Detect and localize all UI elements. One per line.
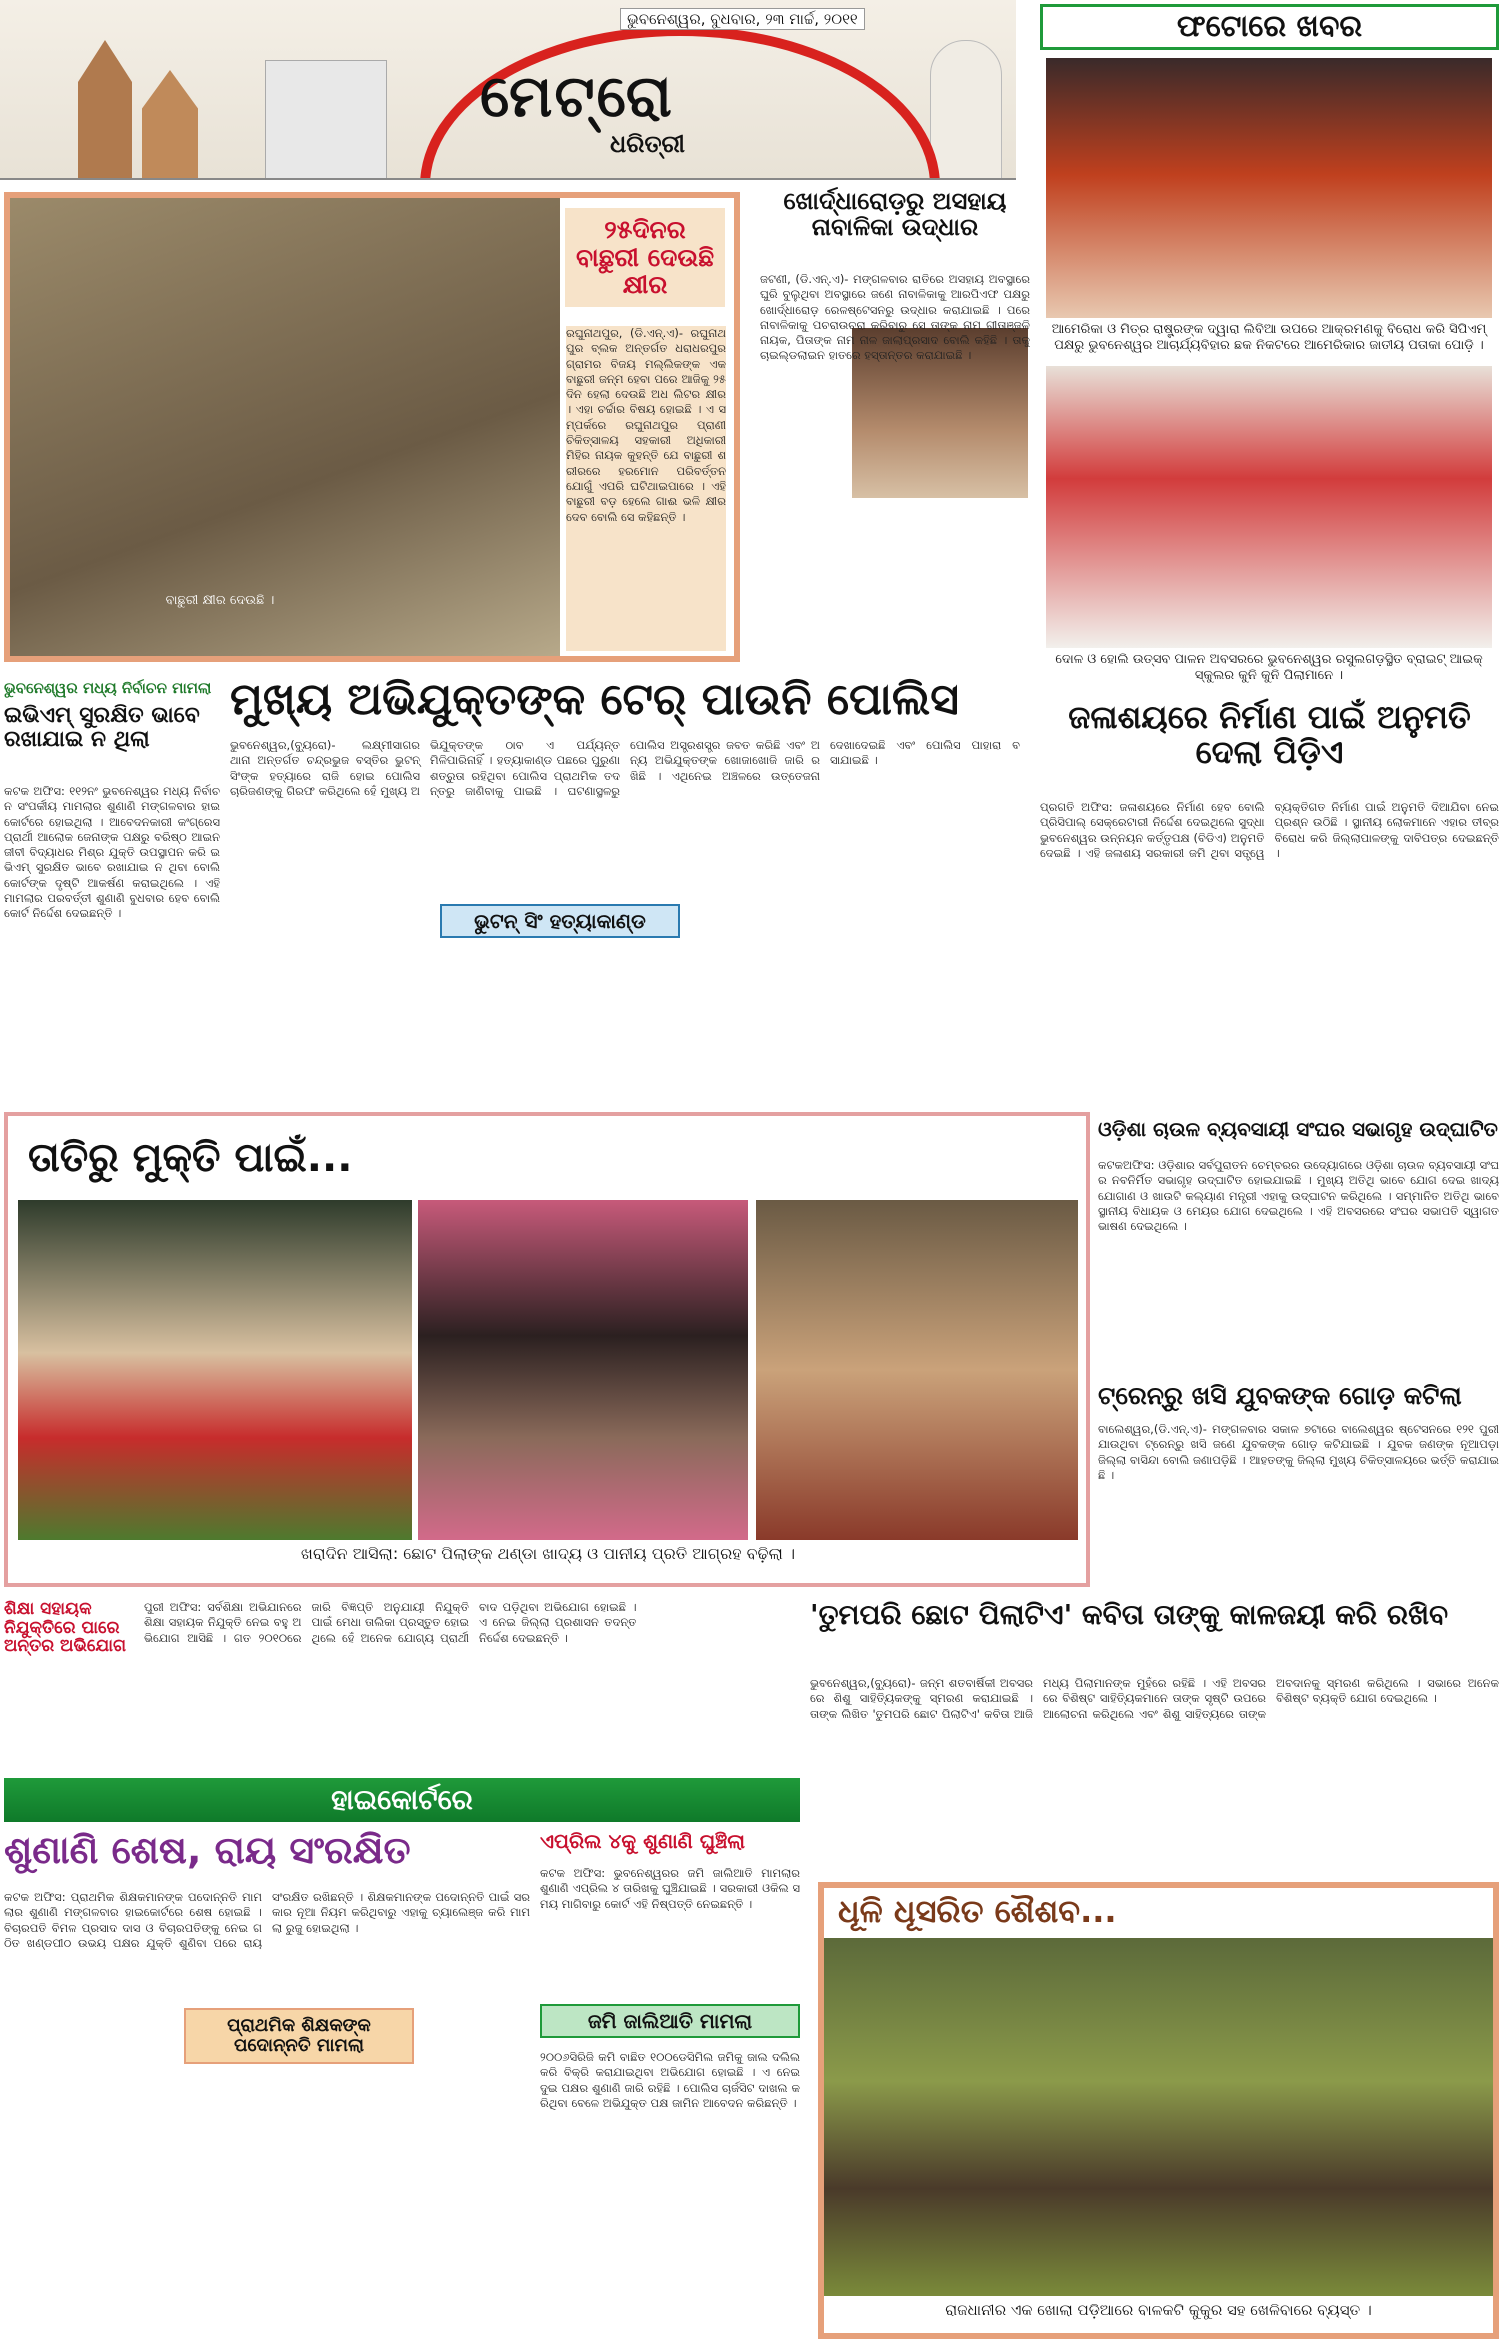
temple-illustration — [60, 40, 150, 180]
thirst-feature — [4, 1112, 1090, 1587]
reservoir-story — [1040, 700, 1499, 1130]
building-illustration — [265, 60, 387, 180]
teacher-story — [4, 1600, 804, 1770]
brand-title: ମେଟ୍ରୋ — [480, 62, 674, 130]
dust-caption: ରାଜଧାନୀର ଏକ ଖୋଲା ପଡ଼ିଆରେ ବାଳକଟି କୁକୁର ସହ ଖେଳିବାରେ ବ୍ୟସ୍ତ । — [945, 2301, 1372, 2319]
highcourt-story2-headline: ଏପ୍ରିଲ ୪କୁ ଶୁଣାଣି ଘୁଞ୍ଚିଲା — [540, 1829, 746, 1853]
girl-rescue-headline: ଖୋର୍ଦ୍ଧାରୋଡ଼ରୁ ଅସହାୟ ନାବାଳିକା ଉଦ୍ଧାର — [783, 187, 1007, 242]
rice-body: କଟକଅଫିସ: ଓଡ଼ିଶାର ସର୍ବପୁରାତନ ଚେମ୍ବରର ଉଦ୍ୟୋଗରେ ଓଡ଼ିଶା ଚାଉଳ ବ୍ୟବସାୟୀ ସଂଘର ନବନିର୍ମିତ ସଭାଗୃହ ଉଦ୍‌ଘାଟିତ ହୋଇଯାଇଛି । ମୁଖ୍ୟ ଅତିଥି ଭାବେ ଯୋଗ ଦେଇ ଖାଦ୍ୟ ଯୋଗାଣ ଓ ଖାଉଟି କଲ୍ୟାଣ ମନ୍ତ୍ରୀ ଏହାକୁ ଉଦ୍‌ଘାଟନ କରିଥିଲେ । ସମ୍ମାନିତ ଅତିଥି ଭାବେ ସ୍ଥାନୀୟ ବିଧାୟକ ଓ ମେୟର ଯୋଗ ଦେଇଥିଲେ । ଏହି ଅବସରରେ ସଂଘର ସଭାପତି ସ୍ୱାଗତ ଭାଷଣ ଦେଇଥିଲେ । — [1098, 1158, 1499, 1234]
kids-holi-photo — [1046, 366, 1492, 648]
protest-caption: ଆମେରିକା ଓ ମିତ୍ର ରାଷ୍ଟ୍ରଙ୍କ ଦ୍ୱାରା ଲିବିଆ ଉପରେ ଆକ୍ରମଣକୁ ବିରୋଧ କରି ସିପିଏମ୍ ପକ୍ଷରୁ ଭୁବନେଶ୍ୱର ଆଚାର୍ଯ୍ୟବିହାର ଛକ ନିକଟରେ ଆମେରିକାର ଜାତୀୟ ପତାକା ପୋଡ଼ି । — [1051, 322, 1487, 353]
ivm-headline: ଇଭିଏମ୍ ସୁରକ୍ଷିତ ଭାବେ ରଖାଯାଇ ନ ଥିଲା — [4, 703, 200, 753]
ivm-kicker: ଭୁବନେଶ୍ୱର ମଧ୍ୟ ନିର୍ବାଚନ ମାମଲା — [4, 680, 220, 697]
protest-photo — [1046, 58, 1492, 318]
thirst-headline: ତାତିରୁ ମୁକ୍ତି ପାଇଁ... — [28, 1135, 353, 1181]
rice-headline: ଓଡ଼ିଶା ଚାଉଳ ବ୍ୟବସାୟୀ ସଂଘର ସଭାଗୃହ ଉଦ୍‌ଘାଟିତ — [1098, 1117, 1498, 1141]
main-body: ଭୁବନେଶ୍ୱର,(ବ୍ୟୁରୋ)- ଲକ୍ଷ୍ମୀସାଗର ଥାନା ଅନ୍ତର୍ଗତ ଚନ୍ଦ୍ରଭୁଜ ବସ୍ତିର ଭୁଟନ୍ ସିଂଙ୍କ ହତ୍ୟାରେ ରାଜି ହୋଇ ପୋଲିସ ଚାରିଜଣଙ୍କୁ ଗିରଫ କରିଥିଲେ ହେଁ ମୁଖ୍ୟ ଅଭିଯୁକ୍ତଙ୍କ ଠାବ ଏ ପର୍ଯ୍ୟନ୍ତ ମିଳିପାରିନାହିଁ । ହତ୍ୟାକାଣ୍ଡ ପଛରେ ପୁରୁଣା ଶତ୍ରୁତା ରହିଥିବା ପୋଲିସ ପ୍ରାଥମିକ ତଦନ୍ତରୁ ଜାଣିବାକୁ ପାଇଛି । ଘଟଣାସ୍ଥଳରୁ ପୋଲିସ ଅସ୍ତ୍ରଶସ୍ତ୍ର ଜବତ କରିଛି ଏବଂ ଅନ୍ୟ ଅଭିଯୁକ୍ତଙ୍କ ଖୋଜାଖୋଜି ଜାରି ରଖିଛି । ଏଥିନେଇ ଅଞ୍ଚଳରେ ଉତ୍ତେଜନା ଦେଖାଦେଇଛି ଏବଂ ପୋଲିସ ପାହାରା ବସାଯାଇଛି । — [230, 738, 1020, 798]
calf-story — [4, 192, 740, 662]
dust-photo — [824, 1938, 1493, 2296]
calf-photo — [10, 198, 560, 656]
calf-photo-caption: ବାଛୁରୀ କ୍ଷୀର ଦେଉଛି । — [165, 593, 275, 608]
photo-news-header — [1040, 4, 1499, 50]
photo-news-section — [1040, 0, 1499, 690]
teacher-kicker: ଶିକ୍ଷା ସହାୟକ ନିଯୁକ୍ତିରେ ପାରେ ଅନ୍ତର ଅଭିଯୋଗ — [4, 1599, 127, 1657]
calf-body: ରଘୁନାଥପୁର, (ଡି.ଏନ୍.ଏ)- ରଘୁନାଥପୁର ବ୍ଲକ ଅନ୍ତର୍ଗତ ଧରାଧରପୁର ଗ୍ରାମର ବିଜୟ ମଲ୍ଲିକଙ୍କ ଏକ ବାଛୁରୀ ଜନ୍ମ ହେବା ପରେ ଆଜିକୁ ୨୫ ଦିନ ହେଲା ଦେଉଛି ଅଧ ଲିଟର କ୍ଷୀର । ଏହା ଚର୍ଚ୍ଚାର ବିଷୟ ହୋଇଛି । ଏ ସମ୍ପର୍କରେ ରଘୁନାଥପୁର ପ୍ରାଣୀ ଚିକିତ୍ସାଳୟ ସହକାରୀ ଅଧିକାରୀ ମିହିର ନାୟକ କୁହନ୍ତି ଯେ ବାଛୁରୀ ଶରୀରରେ ହରମୋନ ପରିବର୍ତ୍ତନ ଯୋଗୁଁ ଏପରି ଘଟିଥାଇପାରେ । ଏହି ବାଛୁରୀ ବଡ଼ ହେଲେ ଗାଈ ଭଳି କ୍ଷୀର ଦେବ ବୋଲି ସେ କହିଛନ୍ତି । — [566, 326, 726, 651]
highcourt-story1-body: କଟକ ଅଫିସ: ପ୍ରାଥମିକ ଶିକ୍ଷକମାନଙ୍କ ପଦୋନ୍ନତି ମାମଲାର ଶୁଣାଣି ମଙ୍ଗଳବାର ହାଇକୋର୍ଟରେ ଶେଷ ହୋଇଛି । ବିଚାରପତି ବିମଳ ପ୍ରସାଦ ଦାସ ଓ ବିଚାରପତିଙ୍କୁ ନେଇ ଗଠିତ ଖଣ୍ଡପୀଠ ଉଭୟ ପକ୍ଷର ଯୁକ୍ତି ଶୁଣିବା ପରେ ରାୟ ସଂରକ୍ଷିତ ରଖିଛନ୍ତି । ଶିକ୍ଷକମାନଙ୍କ ପଦୋନ୍ନତି ପାଇଁ ସରକାର ନୂଆ ନିୟମ କରିଥିବାରୁ ଏହାକୁ ଚ୍ୟାଲେଞ୍ଜ କରି ମାମଲା ରୁଜୁ ହୋଇଥିଲା । — [4, 1890, 530, 1950]
highcourt-banner — [4, 1778, 800, 1822]
main-headline: ମୁଖ୍ୟ ଅଭିଯୁକ୍ତଙ୍କ ଟେର୍ ପାଉନି ପୋଲିସ — [230, 674, 959, 725]
ivm-body: କଟକ ଅଫିସ: ୧୧୨ନଂ ଭୁବନେଶ୍ୱର ମଧ୍ୟ ନିର୍ବାଚନ ସଂପର୍କୀୟ ମାମଲାର ଶୁଣାଣି ମଙ୍ଗଳବାର ହାଇକୋର୍ଟରେ ହୋଇଥିଲା । ଆବେଦନକାରୀ କଂଗ୍ରେସ ପ୍ରାର୍ଥୀ ଆଲୋକ ଜେନାଙ୍କ ପକ୍ଷରୁ ବରିଷ୍ଠ ଆଇନଜୀବୀ ବିଦ୍ୟାଧର ମିଶ୍ର ଯୁକ୍ତି ଉପସ୍ଥାପନ କରି ଇଭିଏମ୍ ସୁରକ୍ଷିତ ଭାବେ ରଖାଯାଇ ନ ଥିବା ବୋଲି କୋର୍ଟଙ୍କ ଦୃଷ୍ଟି ଆକର୍ଷଣ କରାଇଥିଲେ । ଏହି ମାମଲାର ପରବର୍ତ୍ତୀ ଶୁଣାଣି ବୁଧବାର ହେବ ବୋଲି କୋର୍ଟ ନିର୍ଦ୍ଦେଶ ଦେଇଛନ୍ତି । — [4, 784, 220, 921]
masthead — [0, 0, 1016, 180]
train-body: ବାଲେଶ୍ୱର,(ଡି.ଏନ୍.ଏ)- ମଙ୍ଗଳବାର ସକାଳ ୭ଟାରେ ବାଲେଶ୍ୱର ଷ୍ଟେସନରେ ୧୨୧ ପୁରୀ ଯାଉଥିବା ଟ୍ରେନ୍‌ରୁ ଖସି ଜଣେ ଯୁବକଙ୍କ ଗୋଡ଼ କଟିଯାଇଛି । ଯୁବକ ଜଣଙ୍କ ନୂଆପଡ଼ା ଜିଲ୍ଲା ବାସିନ୍ଦା ବୋଲି ଜଣାପଡ଼ିଛି । ଆହତଙ୍କୁ ଜିଲ୍ଲା ମୁଖ୍ୟ ଚିକିତ୍ସାଳୟରେ ଭର୍ତ୍ତି କରାଯାଇଛି । — [1098, 1422, 1499, 1482]
highcourt-story1-headline: ଶୁଣାଣି ଶେଷ, ରାୟ ସଂରକ୍ଷିତ — [4, 1828, 411, 1872]
reservoir-body: ପ୍ରଗତି ଅଫିସ: ଜଳାଶୟରେ ନିର୍ମାଣ ହେବ ବୋଲି ପ୍ରିସିପାଲ୍ ସେକ୍ରେଟାରୀ ନିର୍ଦ୍ଦେଶ ଦେଇଥିଲେ ସୁଦ୍ଧା ଭୁବନେଶ୍ୱର ଉନ୍ନୟନ କର୍ତ୍ତୃପକ୍ଷ (ବିଡିଏ) ଅନୁମତି ଦେଇଛି । ଏହି ଜଳାଶୟ ସରକାରୀ ଜମି ଥିବା ସତ୍ତ୍ୱେ ବ୍ୟକ୍ତିଗତ ନିର୍ମାଣ ପାଇଁ ଅନୁମତି ଦିଆଯିବା ନେଇ ପ୍ରଶ୍ନ ଉଠିଛି । ସ୍ଥାନୀୟ ଲୋକମାନେ ଏହାର ତୀବ୍ର ବିରୋଧ କରି ଜିଲ୍ଲାପାଳଙ୍କୁ ଦାବିପତ୍ର ଦେଇଛନ୍ତି । — [1040, 800, 1499, 860]
thirst-caption: ଖରାଦିନ ଆସିଲା: ଛୋଟ ପିଲାଙ୍କ ଥଣ୍ଡା ଖାଦ୍ୟ ଓ ପାନୀୟ ପ୍ରତି ଆଗ୍ରହ ବଢ଼ିଲା । — [300, 1544, 796, 1563]
train-headline: ଟ୍ରେନ୍‌ରୁ ଖସି ଯୁବକଙ୍କ ଗୋଡ଼ କଟିଲା — [1098, 1381, 1462, 1410]
dust-feature — [818, 1882, 1499, 2339]
highcourt-story3-subhead: ଜମି ଜାଲିଆତି ମାମଲା — [540, 2004, 800, 2038]
baby-photo — [756, 1200, 1078, 1540]
poem-headline: 'ତୁମପରି ଛୋଟ ପିଲାଟିଏ' କବିତା ତାଙ୍କୁ କାଳଜୟୀ କରି ରଖିବ — [810, 1598, 1449, 1631]
poem-story — [810, 1600, 1499, 1880]
teacher-body: ପୁରୀ ଅଫିସ: ସର୍ବଶିକ୍ଷା ଅଭିଯାନରେ ଶିକ୍ଷା ସହାୟକ ନିଯୁକ୍ତି ନେଇ ବହୁ ଅଭିଯୋଗ ଆସିଛି । ଗତ ୨୦୧୦ରେ ଜାରି ବିଜ୍ଞପ୍ତି ଅନୁଯାୟୀ ନିଯୁକ୍ତି ପାଇଁ ମେଧା ତାଲିକା ପ୍ରସ୍ତୁତ ହୋଇଥିଲେ ହେଁ ଅନେକ ଯୋଗ୍ୟ ପ୍ରାର୍ଥୀ ବାଦ ପଡ଼ିଥିବା ଅଭିଯୋଗ ହୋଇଛି । ଏ ନେଇ ଜିଲ୍ଲା ପ୍ରଶାସନ ତଦନ୍ତ ନିର୍ଦ୍ଦେଶ ଦେଇଛନ୍ତି । — [144, 1600, 637, 1645]
main-story — [230, 676, 1020, 1121]
highcourt-title: ହାଇକୋର୍ଟରେ — [331, 1783, 473, 1816]
dust-headline: ଧୂଳି ଧୂସରିତ ଶୈଶବ... — [838, 1892, 1117, 1930]
highcourt-story-1 — [4, 1830, 530, 2335]
girl-rescue-story — [760, 188, 1030, 668]
drinking-photo — [418, 1200, 748, 1540]
stupa-illustration — [930, 40, 1002, 180]
highcourt-story3-body: ୨୦୦୬ସିରିଜି କମି ବାଛିତ ୧୦୦ଡେସିମିଲ ଜମିକୁ ଜାଲ ଦଲିଲ କରି ବିକ୍ରି କରାଯାଇଥିବା ଅଭିଯୋଗ ହୋଇଛି । ଏ ନେଇ ଦୁଇ ପକ୍ଷର ଶୁଣାଣି ଜାରି ରହିଛି । ପୋଲିସ ଚାର୍ଜସିଟ ଦାଖଲ କରିଥିବା ବେଳେ ଅଭିଯୁକ୍ତ ପକ୍ଷ ଜାମିନ ଆବେଦନ କରିଛନ୍ତି । — [540, 2050, 800, 2110]
reservoir-headline: ଜଳାଶୟରେ ନିର୍ମାଣ ପାଇଁ ଅନୁମତି ଦେଲା ପିଡ଼ିଏ — [1068, 698, 1471, 772]
watermelon-photo — [18, 1200, 412, 1540]
train-story — [1098, 1382, 1499, 1582]
photo-news-title: ଫଟୋରେ ଖବର — [1176, 9, 1363, 44]
highcourt-story1-subhead: ପ୍ରାଥମିକ ଶିକ୍ଷକଙ୍କ ପଦୋନ୍ନତି ମାମଲା — [184, 2008, 414, 2064]
highcourt-story-2 — [540, 1830, 800, 2335]
highcourt-story2-body: କଟକ ଅଫିସ: ଭୁବନେଶ୍ୱରର ଜମି ଜାଲିଆତି ମାମଲାର ଶୁଣାଣି ଏପ୍ରିଲ ୪ ତାରିଖକୁ ଘୁଞ୍ଚିଯାଇଛି । ସରକାରୀ ଓକିଲ ସମୟ ମାଗିବାରୁ କୋର୍ଟ ଏହି ନିଷ୍ପତ୍ତି ନେଇଛନ୍ତି । — [540, 1866, 800, 1911]
main-subhead: ଭୁଟନ୍ ସିଂ ହତ୍ୟାକାଣ୍ଡ — [440, 904, 680, 938]
calf-headline: ୨୫ଦିନର ବାଛୁରୀ ଦେଉଛି କ୍ଷୀର — [565, 208, 725, 307]
kids-holi-caption: ଦୋଳ ଓ ହୋଲି ଉତ୍ସବ ପାଳନ ଅବସରରେ ଭୁବନେଶ୍ୱର ରସୁଲଗଡ଼ସ୍ଥିତ ବ୍ରାଇଟ୍ ଆଇକ୍ ସ୍କୁଲର କୁନି କୁନି ପିଲାମାନେ । — [1055, 652, 1483, 683]
temple-illustration-2 — [130, 70, 210, 180]
brand-subtitle: ଧରିତ୍ରୀ — [610, 130, 685, 158]
girl-rescue-body: ଜଟଣୀ, (ଡି.ଏନ୍.ଏ)- ମଙ୍ଗଳବାର ରାତିରେ ଅସହାୟ ଅବସ୍ଥାରେ ଘୁରି ବୁଲୁଥିବା ଅବସ୍ଥାରେ ଜଣେ ନାବାଳିକାକୁ ଆରପିଏଫ ପକ୍ଷରୁ ଖୋର୍ଦ୍ଧାରୋଡ଼ ରେଳଷ୍ଟେସନରୁ ଉଦ୍ଧାର କରାଯାଇଛି । ପରେ ନାବାଳିକାକୁ ପଚରାଉଚରା କରିବାରୁ ସେ ତାଙ୍କ ନାମ ଗୀତାଞ୍ଜଳି ନାୟକ, ପିତାଙ୍କ ନାମ ନାଳ ଜାଲାପ୍ରସାଦ ବୋଲି କହିଛି । ତାକୁ ଚାଇଲ୍ଡଲାଇନ ହାତରେ ହସ୍ତାନ୍ତର କରାଯାଇଛି । — [760, 272, 1030, 363]
rice-story — [1098, 1118, 1499, 1373]
dateline: ଭୁବନେଶ୍ୱର, ବୁଧବାର, ୨୩ ମାର୍ଚ୍ଚ, ୨୦୧୧ — [620, 8, 865, 30]
ivm-story — [4, 680, 220, 1120]
poem-body: ଭୁବନେଶ୍ୱର,(ବ୍ୟୁରୋ)- ଜନ୍ମ ଶତବାର୍ଷିକୀ ଅବସରରେ ଶିଶୁ ସାହିତ୍ୟିକଙ୍କୁ ସ୍ମରଣ କରାଯାଇଛି । ତାଙ୍କ ଲିଖିତ 'ତୁମପରି ଛୋଟ ପିଲାଟିଏ' କବିତା ଆଜି ମଧ୍ୟ ପିଲାମାନଙ୍କ ମୁହଁରେ ରହିଛି । ଏହି ଅବସରରେ ବିଶିଷ୍ଟ ସାହିତ୍ୟିକମାନେ ତାଙ୍କ ସୃଷ୍ଟି ଉପରେ ଆଲୋଚନା କରିଥିଲେ ଏବଂ ଶିଶୁ ସାହିତ୍ୟରେ ତାଙ୍କ ଅବଦାନକୁ ସ୍ମରଣ କରିଥିଲେ । ସଭାରେ ଅନେକ ବିଶିଷ୍ଟ ବ୍ୟକ୍ତି ଯୋଗ ଦେଇଥିଲେ । — [810, 1676, 1499, 1721]
